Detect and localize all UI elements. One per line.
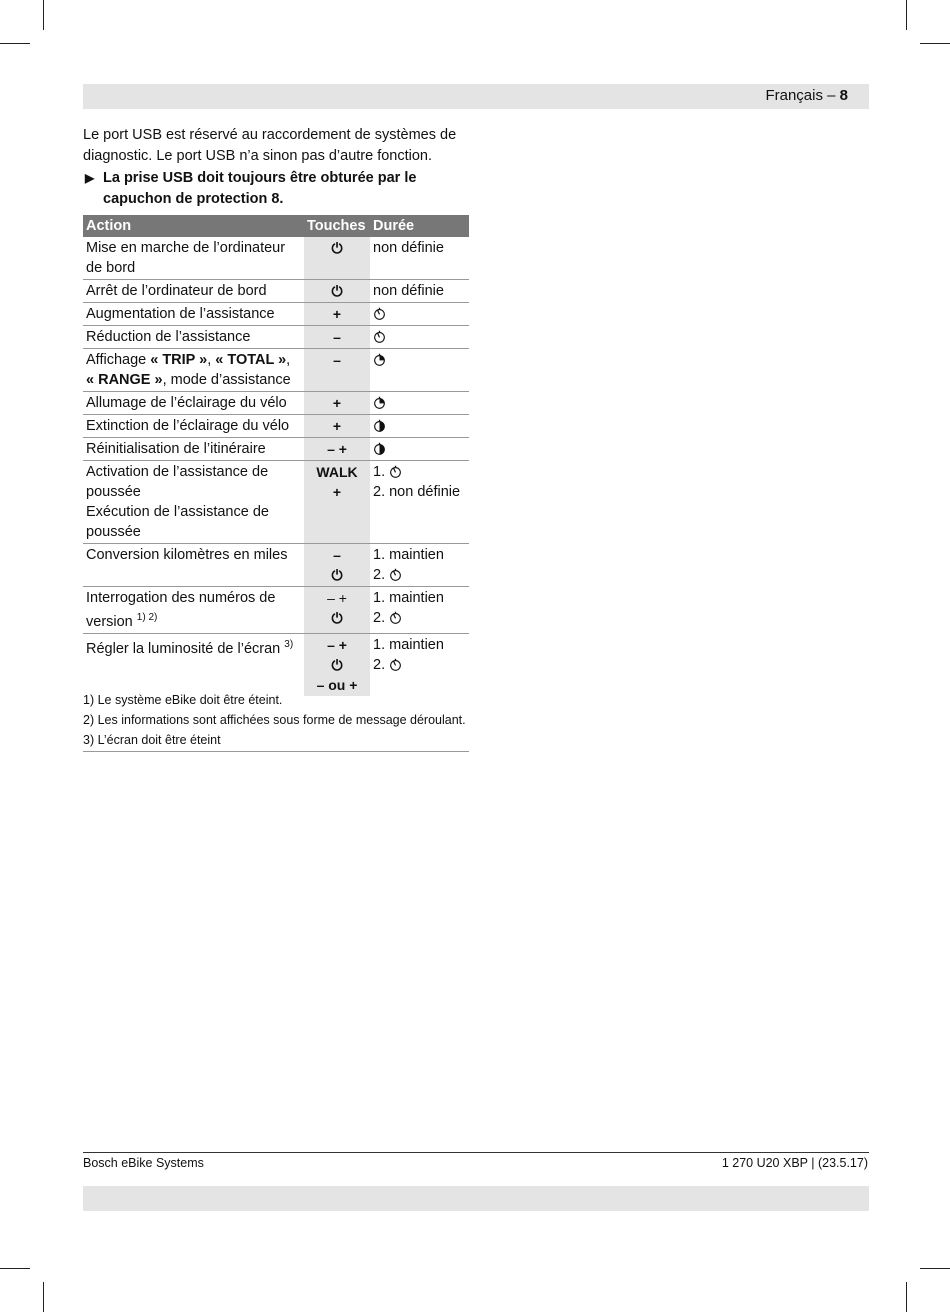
display-mode-name: « TRIP » <box>150 352 208 368</box>
keys-cell <box>304 438 370 461</box>
action-text: Allumage de l’éclairage du vélo <box>86 395 287 411</box>
key-symbol: + <box>332 418 342 434</box>
timer-icon <box>389 568 402 581</box>
keys-cell <box>304 349 370 392</box>
key-symbol: – <box>333 329 341 345</box>
display-mode-name: « TOTAL » <box>215 352 287 368</box>
action-text: , <box>286 352 291 368</box>
duration-cell <box>370 237 469 280</box>
action-text: Extinction de l’éclairage du vélo <box>86 418 290 434</box>
duration-cell <box>370 280 469 303</box>
safety-note <box>83 168 473 209</box>
key-symbol: – ou + <box>316 676 358 693</box>
key-symbol: + <box>332 306 342 322</box>
keys-cell <box>304 237 370 280</box>
table-row <box>83 303 469 326</box>
duration-text: 2. <box>373 610 386 626</box>
crop-mark <box>0 43 30 44</box>
language-label: Français <box>765 87 823 104</box>
duration-cell <box>370 326 469 349</box>
timer-icon <box>373 396 386 409</box>
table-row <box>83 349 469 392</box>
action-cell <box>83 349 304 392</box>
action-text: Conversion kilomètres en miles <box>86 547 288 563</box>
header-keys: Touches <box>304 215 370 237</box>
action-text: Réduction de l’assistance <box>86 329 251 345</box>
page-number: 8 <box>839 87 848 104</box>
footnote: 2) Les informations sont affichées sous forme de message déroulant. <box>83 713 466 727</box>
action-text: Interrogation des numéros de version <box>86 590 276 630</box>
crop-mark <box>43 0 44 30</box>
action-cell <box>83 303 304 326</box>
action-text: Arrêt de l’ordinateur de bord <box>86 283 267 299</box>
action-cell <box>83 237 304 280</box>
action-cell <box>83 392 304 415</box>
duration-text: 2. <box>373 567 386 583</box>
footer-bar <box>83 1186 869 1211</box>
key-symbol: – + <box>327 590 347 606</box>
header-action: Action <box>83 215 304 237</box>
keys-cell <box>304 415 370 438</box>
crop-mark <box>0 1268 30 1269</box>
power-icon: ⏻ <box>331 656 343 673</box>
keys-cell <box>304 303 370 326</box>
action-text: Exécution de l’assistance de poussée <box>86 504 269 540</box>
key-symbol: – <box>333 352 341 368</box>
table-row <box>83 237 469 280</box>
footnote-ref: 3) <box>284 638 294 650</box>
action-text: Affichage <box>86 352 151 368</box>
keys-cell <box>304 326 370 349</box>
action-cell <box>83 280 304 303</box>
page-label <box>765 86 848 106</box>
table-footnotes <box>83 690 469 752</box>
footer-brand: Bosch eBike Systems <box>83 1156 204 1170</box>
keys-cell <box>304 633 370 696</box>
table-row <box>83 280 469 303</box>
operations-table <box>83 215 469 696</box>
duration-text: 1. maintien <box>373 547 444 563</box>
walk-key: WALK <box>316 464 358 480</box>
duration-cell <box>370 415 469 438</box>
intro-paragraph: Le port USB est réservé au raccordement de systèmes de diagnostic. Le port USB n’a sinon pas d’autre fonction. <box>83 127 457 164</box>
action-text: , mode d’assistance <box>162 372 291 388</box>
safety-note-text: La prise USB doit toujours être obturée par le capuchon de protection 8. <box>103 170 417 207</box>
key-symbol: + <box>332 484 342 500</box>
duration-text: non définie <box>373 240 444 256</box>
duration-cell <box>370 544 469 587</box>
duration-cell <box>370 461 469 544</box>
table-row <box>83 392 469 415</box>
action-cell <box>83 587 304 634</box>
duration-cell <box>370 392 469 415</box>
action-text: , <box>207 352 216 368</box>
action-cell <box>83 633 304 696</box>
action-cell <box>83 326 304 349</box>
separator: – <box>827 87 836 104</box>
footer-doc-ref: 1 270 U20 XBP | (23.5.17) <box>721 1156 868 1170</box>
keys-cell <box>304 461 370 544</box>
timer-icon <box>389 611 402 624</box>
header-bar <box>83 84 869 109</box>
power-icon: ⏻ <box>331 283 343 299</box>
action-cell <box>83 544 304 587</box>
crop-mark <box>920 1268 950 1269</box>
action-text: Régler la luminosité de l’écran <box>86 640 281 657</box>
timer-icon <box>373 442 386 455</box>
table-row <box>83 461 469 544</box>
table-row <box>83 544 469 587</box>
key-symbol: – + <box>327 441 347 457</box>
duration-text: 1. <box>373 464 386 480</box>
crop-mark <box>906 0 907 30</box>
footnote: 1) Le système eBike doit être éteint. <box>83 693 283 707</box>
table-row <box>83 633 469 696</box>
timer-icon <box>373 330 386 343</box>
footnote-ref: 1) 2) <box>136 612 158 623</box>
table-header-row <box>83 215 469 237</box>
table-row <box>83 438 469 461</box>
table-row <box>83 326 469 349</box>
action-text: Augmentation de l’assistance <box>86 306 275 322</box>
key-symbol: – + <box>327 636 347 653</box>
action-text: Mise en marche de l’ordinateur de bord <box>86 240 286 276</box>
timer-icon <box>373 353 386 366</box>
timer-icon <box>373 307 386 320</box>
display-mode-name: « RANGE » <box>86 372 163 388</box>
key-symbol: – <box>333 547 341 563</box>
triangle-bullet-icon: ▶ <box>85 171 95 185</box>
keys-cell <box>304 280 370 303</box>
keys-cell <box>304 544 370 587</box>
action-cell <box>83 461 304 544</box>
duration-text: non définie <box>373 283 444 299</box>
duration-text: 2. <box>373 656 386 673</box>
timer-icon <box>373 419 386 432</box>
duration-text: 1. maintien <box>373 636 444 653</box>
header-duration: Durée <box>370 215 469 237</box>
power-icon: ⏻ <box>331 610 343 626</box>
action-cell <box>83 438 304 461</box>
action-text: Réinitialisation de l’itinéraire <box>86 441 266 457</box>
timer-icon <box>389 465 402 478</box>
duration-cell <box>370 349 469 392</box>
timer-icon <box>389 658 402 671</box>
action-text: Activation de l’assistance de poussée <box>86 464 269 500</box>
key-symbol: + <box>332 395 342 411</box>
keys-cell <box>304 587 370 634</box>
keys-cell <box>304 392 370 415</box>
table-row <box>83 415 469 438</box>
footnote: 3) L’écran doit être éteint <box>83 733 221 747</box>
crop-mark <box>906 1282 907 1312</box>
table-row <box>83 587 469 634</box>
action-cell <box>83 415 304 438</box>
power-icon: ⏻ <box>331 240 343 256</box>
power-icon: ⏻ <box>331 567 343 583</box>
duration-text: 2. non définie <box>373 484 461 500</box>
duration-cell <box>370 587 469 634</box>
crop-mark <box>43 1282 44 1312</box>
duration-cell <box>370 438 469 461</box>
duration-cell <box>370 303 469 326</box>
crop-mark <box>920 43 950 44</box>
duration-cell <box>370 633 469 696</box>
duration-text: 1. maintien <box>373 590 444 606</box>
footer-rule <box>83 1152 869 1153</box>
